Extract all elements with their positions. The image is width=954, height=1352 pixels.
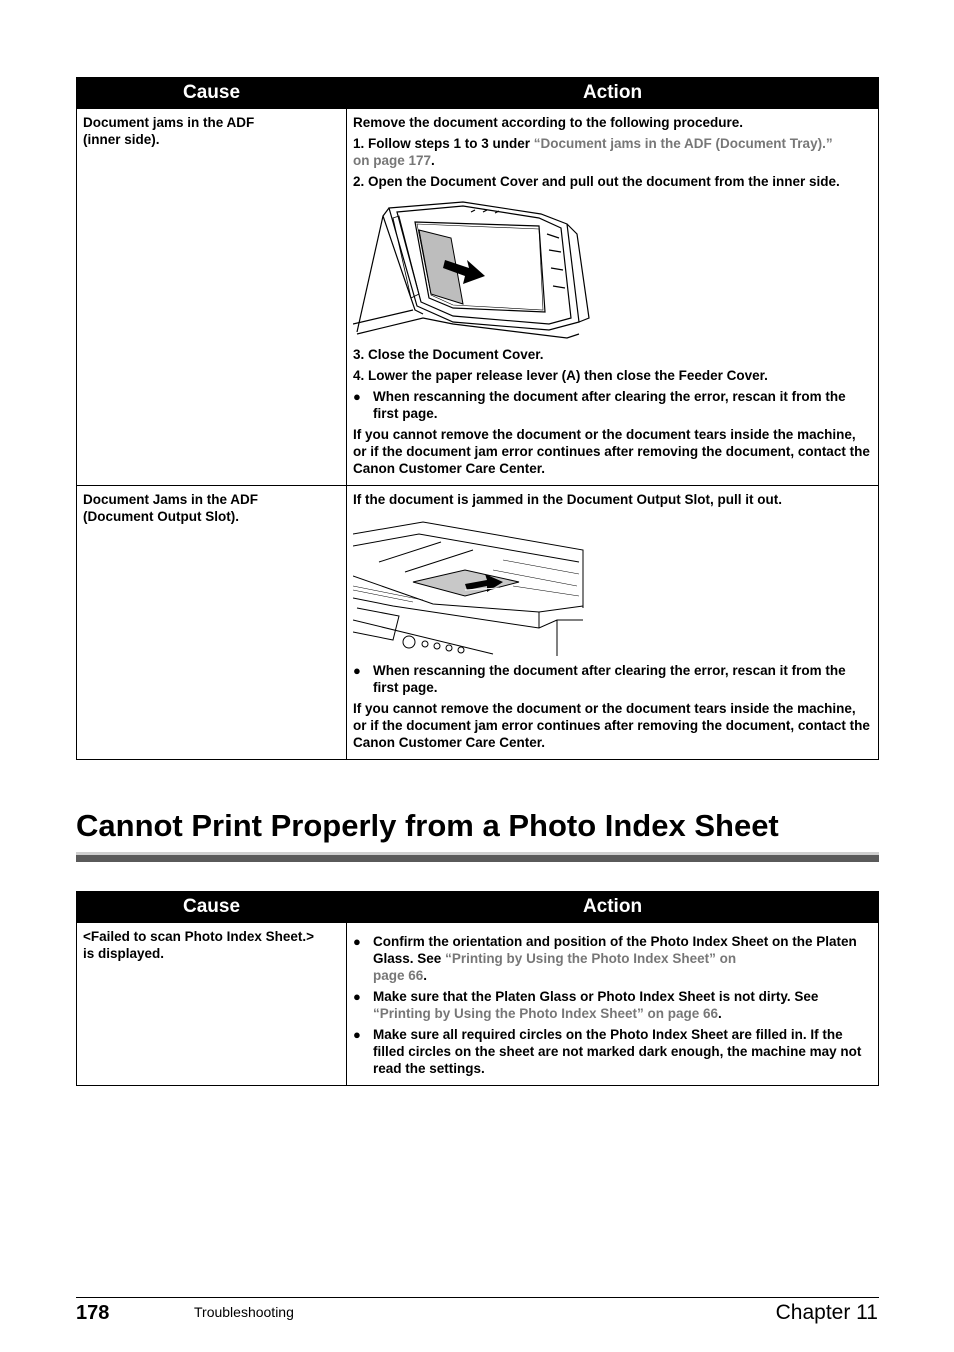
document-cover-illustration [353, 194, 593, 344]
reference-link[interactable]: “Printing by Using the Photo Index Sheet” on [445, 951, 737, 966]
chapter-label: Chapter 11 [775, 1301, 878, 1324]
bullet-icon: ● [353, 1027, 361, 1042]
step-1-link[interactable]: “Document jams in the ADF (Document Tray).” [533, 136, 833, 151]
cause-line: Document Jams in the ADF [83, 492, 259, 507]
header-cause: Cause [77, 892, 347, 923]
action-note: If you cannot remove the document or the document tears inside the machine, or if the document jam error continues after removing the document, contact the Canon Customer Care Center. [353, 427, 870, 476]
step-4: 4. Lower the paper release lever (A) then close the Feeder Cover. [353, 368, 768, 383]
action-cell [347, 923, 879, 1086]
reference-page-link[interactable]: page 66 [373, 968, 424, 983]
cause-cell [77, 109, 347, 486]
step-1-period: . [431, 153, 435, 168]
table-row [77, 923, 879, 1086]
step-2: 2. Open the Document Cover and pull out the document from the inner side. [353, 174, 840, 189]
bullet-text: Make sure all required circles on the Photo Index Sheet are filled in. If the filled circles on the sheet are not marked dark enough, the machine may not read the settings. [373, 1027, 862, 1076]
bullet-icon: ● [353, 934, 361, 949]
action-intro: If the document is jammed in the Document Output Slot, pull it out. [353, 492, 782, 507]
troubleshooting-table-adf [76, 77, 879, 760]
footer-section-name: Troubleshooting [194, 1304, 294, 1320]
action-cell [347, 486, 879, 760]
cause-line: Document jams in the ADF [83, 115, 255, 130]
bullet-item [353, 933, 872, 984]
header-cause: Cause [77, 78, 347, 109]
bullet-text: When rescanning the document after clearing the error, rescan it from the first page. [373, 663, 846, 695]
bullet-icon: ● [353, 389, 361, 404]
action-cell [347, 109, 879, 486]
table-row [77, 486, 879, 760]
cause-cell [77, 923, 347, 1086]
section-title: Cannot Print Properly from a Photo Index Sheet [76, 808, 779, 843]
action-note: If you cannot remove the document or the document tears inside the machine, or if the document jam error continues after removing the document, contact the Canon Customer Care Center. [353, 701, 870, 750]
bullet-period: . [718, 1006, 722, 1021]
cause-line: (Document Output Slot). [83, 509, 239, 524]
troubleshooting-table-photo-index [76, 891, 879, 1086]
header-action: Action [347, 892, 879, 923]
table-header-row [77, 78, 879, 109]
bullet-item [353, 662, 872, 696]
bullet-item [353, 988, 872, 1022]
cause-line: (inner side). [83, 132, 160, 147]
action-intro: Remove the document according to the following procedure. [353, 115, 744, 130]
step-1-text: 1. Follow steps 1 to 3 under [353, 136, 534, 151]
section-title-rule [76, 852, 879, 862]
footer-rule [76, 1297, 879, 1298]
bullet-text: Confirm the orientation and position of the Photo Index Sheet on the Platen Glass. See [373, 934, 857, 966]
bullet-text: Make sure that the Platen Glass or Photo Index Sheet is not dirty. See [373, 989, 819, 1004]
table-row [77, 109, 879, 486]
cause-line: is displayed. [83, 946, 165, 961]
bullet-text: When rescanning the document after clearing the error, rescan it from the first page. [373, 389, 846, 421]
bullet-icon: ● [353, 663, 361, 678]
header-action: Action [347, 78, 879, 109]
output-slot-illustration [353, 516, 585, 656]
bullet-item [353, 388, 872, 422]
bullet-item [353, 1026, 872, 1077]
step-1-page-link[interactable]: on page 177 [353, 153, 432, 168]
reference-link[interactable]: “Printing by Using the Photo Index Sheet” on page 66 [373, 1006, 719, 1021]
table-header-row [77, 892, 879, 923]
bullet-icon: ● [353, 989, 361, 1004]
cause-cell [77, 486, 347, 760]
cause-line: <Failed to scan Photo Index Sheet.> [83, 929, 315, 944]
page-number: 178 [76, 1302, 110, 1324]
step-1 [353, 135, 872, 169]
bullet-period: . [423, 968, 428, 983]
step-3: 3. Close the Document Cover. [353, 347, 544, 362]
